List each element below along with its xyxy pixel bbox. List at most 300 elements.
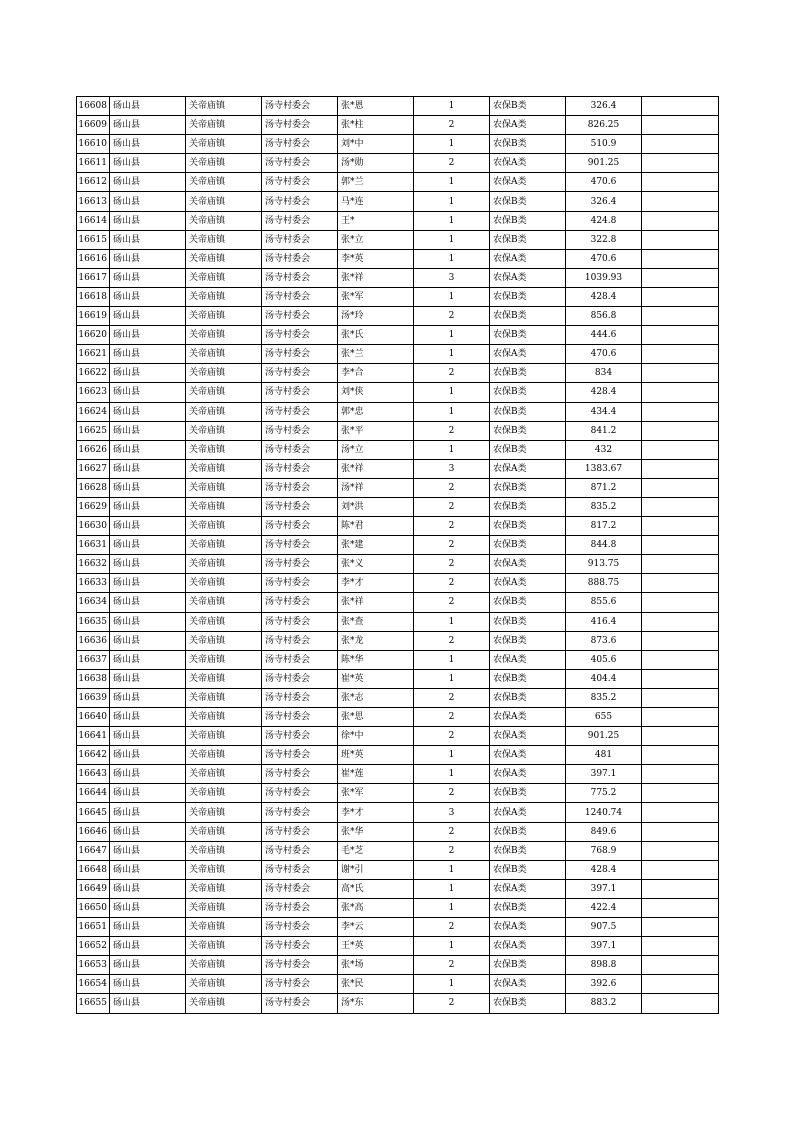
person-name-cell: 王* — [338, 211, 414, 230]
table-row — [77, 459, 719, 478]
note-cell — [642, 574, 719, 593]
amount-cell: 404.4 — [566, 669, 642, 688]
town-cell: 关帝庙镇 — [186, 307, 262, 326]
person-name-cell: 张*建 — [338, 536, 414, 555]
row-number-cell: 16635 — [77, 612, 110, 631]
county-cell: 砀山县 — [110, 688, 186, 707]
row-number-cell: 16649 — [77, 879, 110, 898]
village-committee-cell: 汤寺村委会 — [262, 784, 338, 803]
person-name-cell: 郭*兰 — [338, 173, 414, 192]
note-cell — [642, 631, 719, 650]
household-size-cell: 2 — [414, 497, 490, 516]
note-cell — [642, 497, 719, 516]
category-cell: 农保B类 — [490, 631, 566, 650]
person-name-cell: 刘*中 — [338, 135, 414, 154]
category-cell: 农保A类 — [490, 879, 566, 898]
amount-cell: 817.2 — [566, 517, 642, 536]
table-row — [77, 803, 719, 822]
note-cell — [642, 593, 719, 612]
note-cell — [642, 612, 719, 631]
household-size-cell: 1 — [414, 402, 490, 421]
table-row — [77, 326, 719, 345]
town-cell: 关帝庙镇 — [186, 517, 262, 536]
amount-cell: 913.75 — [566, 555, 642, 574]
county-cell: 砀山县 — [110, 612, 186, 631]
table-row — [77, 249, 719, 268]
amount-cell: 1039.93 — [566, 268, 642, 287]
village-committee-cell: 汤寺村委会 — [262, 688, 338, 707]
town-cell: 关帝庙镇 — [186, 746, 262, 765]
town-cell: 关帝庙镇 — [186, 879, 262, 898]
person-name-cell: 张*平 — [338, 421, 414, 440]
row-number-cell: 16639 — [77, 688, 110, 707]
note-cell — [642, 440, 719, 459]
county-cell: 砀山县 — [110, 822, 186, 841]
note-cell — [642, 326, 719, 345]
note-cell — [642, 746, 719, 765]
table-row — [77, 860, 719, 879]
person-name-cell: 徐*中 — [338, 727, 414, 746]
note-cell — [642, 211, 719, 230]
category-cell: 农保A类 — [490, 116, 566, 135]
row-number-cell: 16637 — [77, 650, 110, 669]
table-row — [77, 402, 719, 421]
household-size-cell: 1 — [414, 879, 490, 898]
note-cell — [642, 402, 719, 421]
table-row — [77, 536, 719, 555]
county-cell: 砀山县 — [110, 746, 186, 765]
category-cell: 农保B类 — [490, 994, 566, 1013]
amount-cell: 397.1 — [566, 937, 642, 956]
village-committee-cell: 汤寺村委会 — [262, 631, 338, 650]
note-cell — [642, 459, 719, 478]
town-cell: 关帝庙镇 — [186, 116, 262, 135]
town-cell: 关帝庙镇 — [186, 612, 262, 631]
row-number-cell: 16632 — [77, 555, 110, 574]
county-cell: 砀山县 — [110, 135, 186, 154]
town-cell: 关帝庙镇 — [186, 536, 262, 555]
note-cell — [642, 97, 719, 116]
village-committee-cell: 汤寺村委会 — [262, 402, 338, 421]
table-row — [77, 975, 719, 994]
town-cell: 关帝庙镇 — [186, 287, 262, 306]
town-cell: 关帝庙镇 — [186, 97, 262, 116]
table-row — [77, 669, 719, 688]
row-number-cell: 16612 — [77, 173, 110, 192]
row-number-cell: 16617 — [77, 268, 110, 287]
note-cell — [642, 860, 719, 879]
note-cell — [642, 268, 719, 287]
category-cell: 农保A类 — [490, 650, 566, 669]
village-committee-cell: 汤寺村委会 — [262, 326, 338, 345]
county-cell: 砀山县 — [110, 287, 186, 306]
category-cell: 农保A类 — [490, 765, 566, 784]
village-committee-cell: 汤寺村委会 — [262, 497, 338, 516]
county-cell: 砀山县 — [110, 555, 186, 574]
note-cell — [642, 841, 719, 860]
row-number-cell: 16621 — [77, 345, 110, 364]
amount-cell: 510.9 — [566, 135, 642, 154]
village-committee-cell: 汤寺村委会 — [262, 746, 338, 765]
table-row — [77, 307, 719, 326]
category-cell: 农保B类 — [490, 784, 566, 803]
town-cell: 关帝庙镇 — [186, 688, 262, 707]
note-cell — [642, 956, 719, 975]
note-cell — [642, 154, 719, 173]
county-cell: 砀山县 — [110, 841, 186, 860]
category-cell: 农保B类 — [490, 688, 566, 707]
amount-cell: 470.6 — [566, 249, 642, 268]
note-cell — [642, 287, 719, 306]
person-name-cell: 张*军 — [338, 287, 414, 306]
person-name-cell: 刘*洪 — [338, 497, 414, 516]
category-cell: 农保A类 — [490, 345, 566, 364]
note-cell — [642, 822, 719, 841]
town-cell: 关帝庙镇 — [186, 822, 262, 841]
household-size-cell: 1 — [414, 97, 490, 116]
table-row — [77, 345, 719, 364]
table-row — [77, 97, 719, 116]
table-row — [77, 440, 719, 459]
county-cell: 砀山县 — [110, 478, 186, 497]
village-committee-cell: 汤寺村委会 — [262, 517, 338, 536]
town-cell: 关帝庙镇 — [186, 956, 262, 975]
category-cell: 农保B类 — [490, 307, 566, 326]
note-cell — [642, 650, 719, 669]
table-row — [77, 555, 719, 574]
category-cell: 农保A类 — [490, 173, 566, 192]
village-committee-cell: 汤寺村委会 — [262, 612, 338, 631]
category-cell: 农保B类 — [490, 497, 566, 516]
note-cell — [642, 173, 719, 192]
village-committee-cell: 汤寺村委会 — [262, 421, 338, 440]
note-cell — [642, 727, 719, 746]
row-number-cell: 16626 — [77, 440, 110, 459]
person-name-cell: 谢*引 — [338, 860, 414, 879]
row-number-cell: 16616 — [77, 249, 110, 268]
town-cell: 关帝庙镇 — [186, 574, 262, 593]
household-size-cell: 1 — [414, 326, 490, 345]
county-cell: 砀山县 — [110, 574, 186, 593]
category-cell: 农保B类 — [490, 211, 566, 230]
row-number-cell: 16644 — [77, 784, 110, 803]
household-size-cell: 2 — [414, 478, 490, 497]
table-row — [77, 287, 719, 306]
amount-cell: 416.4 — [566, 612, 642, 631]
table-row — [77, 116, 719, 135]
town-cell: 关帝庙镇 — [186, 631, 262, 650]
town-cell: 关帝庙镇 — [186, 364, 262, 383]
row-number-cell: 16651 — [77, 918, 110, 937]
county-cell: 砀山县 — [110, 593, 186, 612]
table-row — [77, 765, 719, 784]
person-name-cell: 张*柱 — [338, 116, 414, 135]
county-cell: 砀山县 — [110, 421, 186, 440]
county-cell: 砀山县 — [110, 975, 186, 994]
amount-cell: 432 — [566, 440, 642, 459]
category-cell: 农保A类 — [490, 459, 566, 478]
household-size-cell: 2 — [414, 784, 490, 803]
town-cell: 关帝庙镇 — [186, 421, 262, 440]
note-cell — [642, 383, 719, 402]
row-number-cell: 16622 — [77, 364, 110, 383]
category-cell: 农保A类 — [490, 268, 566, 287]
table-row — [77, 898, 719, 917]
village-committee-cell: 汤寺村委会 — [262, 765, 338, 784]
county-cell: 砀山县 — [110, 898, 186, 917]
row-number-cell: 16608 — [77, 97, 110, 116]
household-size-cell: 1 — [414, 345, 490, 364]
county-cell: 砀山县 — [110, 860, 186, 879]
village-committee-cell: 汤寺村委会 — [262, 364, 338, 383]
category-cell: 农保B类 — [490, 956, 566, 975]
county-cell: 砀山县 — [110, 402, 186, 421]
amount-cell: 898.8 — [566, 956, 642, 975]
table-row — [77, 650, 719, 669]
county-cell: 砀山县 — [110, 669, 186, 688]
household-size-cell: 2 — [414, 307, 490, 326]
category-cell: 农保B类 — [490, 593, 566, 612]
amount-cell: 428.4 — [566, 383, 642, 402]
amount-cell: 470.6 — [566, 173, 642, 192]
table-row — [77, 918, 719, 937]
person-name-cell: 李*合 — [338, 364, 414, 383]
village-committee-cell: 汤寺村委会 — [262, 440, 338, 459]
village-committee-cell: 汤寺村委会 — [262, 307, 338, 326]
amount-cell: 826.25 — [566, 116, 642, 135]
household-size-cell: 1 — [414, 975, 490, 994]
person-name-cell: 张*祥 — [338, 268, 414, 287]
table-row — [77, 211, 719, 230]
county-cell: 砀山县 — [110, 708, 186, 727]
row-number-cell: 16618 — [77, 287, 110, 306]
county-cell: 砀山县 — [110, 727, 186, 746]
amount-cell: 422.4 — [566, 898, 642, 917]
household-size-cell: 2 — [414, 956, 490, 975]
person-name-cell: 李*英 — [338, 249, 414, 268]
village-committee-cell: 汤寺村委会 — [262, 841, 338, 860]
county-cell: 砀山县 — [110, 879, 186, 898]
village-committee-cell: 汤寺村委会 — [262, 860, 338, 879]
village-committee-cell: 汤寺村委会 — [262, 975, 338, 994]
household-size-cell: 2 — [414, 517, 490, 536]
category-cell: 农保B类 — [490, 841, 566, 860]
table-row — [77, 230, 719, 249]
county-cell: 砀山县 — [110, 307, 186, 326]
household-size-cell: 1 — [414, 135, 490, 154]
county-cell: 砀山县 — [110, 211, 186, 230]
amount-cell: 888.75 — [566, 574, 642, 593]
person-name-cell: 王*英 — [338, 937, 414, 956]
county-cell: 砀山县 — [110, 956, 186, 975]
county-cell: 砀山县 — [110, 631, 186, 650]
household-size-cell: 2 — [414, 994, 490, 1013]
village-committee-cell: 汤寺村委会 — [262, 898, 338, 917]
note-cell — [642, 135, 719, 154]
village-committee-cell: 汤寺村委会 — [262, 383, 338, 402]
note-cell — [642, 364, 719, 383]
row-number-cell: 16643 — [77, 765, 110, 784]
amount-cell: 424.8 — [566, 211, 642, 230]
household-size-cell: 2 — [414, 593, 490, 612]
category-cell: 农保B类 — [490, 860, 566, 879]
town-cell: 关帝庙镇 — [186, 268, 262, 287]
note-cell — [642, 879, 719, 898]
amount-cell: 444.6 — [566, 326, 642, 345]
amount-cell: 322.8 — [566, 230, 642, 249]
town-cell: 关帝庙镇 — [186, 555, 262, 574]
note-cell — [642, 688, 719, 707]
county-cell: 砀山县 — [110, 994, 186, 1013]
amount-cell: 901.25 — [566, 727, 642, 746]
category-cell: 农保A类 — [490, 154, 566, 173]
category-cell: 农保A类 — [490, 937, 566, 956]
table-row — [77, 841, 719, 860]
row-number-cell: 16653 — [77, 956, 110, 975]
amount-cell: 397.1 — [566, 765, 642, 784]
category-cell: 农保B类 — [490, 135, 566, 154]
town-cell: 关帝庙镇 — [186, 154, 262, 173]
category-cell: 农保B类 — [490, 287, 566, 306]
village-committee-cell: 汤寺村委会 — [262, 937, 338, 956]
town-cell: 关帝庙镇 — [186, 784, 262, 803]
category-cell: 农保B类 — [490, 192, 566, 211]
person-name-cell: 马*连 — [338, 192, 414, 211]
person-name-cell: 张*龙 — [338, 631, 414, 650]
town-cell: 关帝庙镇 — [186, 975, 262, 994]
amount-cell: 405.6 — [566, 650, 642, 669]
village-committee-cell: 汤寺村委会 — [262, 918, 338, 937]
amount-cell: 470.6 — [566, 345, 642, 364]
village-committee-cell: 汤寺村委会 — [262, 211, 338, 230]
person-name-cell: 崔*英 — [338, 669, 414, 688]
row-number-cell: 16634 — [77, 593, 110, 612]
table-row — [77, 994, 719, 1013]
amount-cell: 392.6 — [566, 975, 642, 994]
person-name-cell: 张*祥 — [338, 593, 414, 612]
town-cell: 关帝庙镇 — [186, 440, 262, 459]
table-row — [77, 937, 719, 956]
row-number-cell: 16646 — [77, 822, 110, 841]
row-number-cell: 16650 — [77, 898, 110, 917]
person-name-cell: 张*高 — [338, 898, 414, 917]
person-name-cell: 陈*君 — [338, 517, 414, 536]
village-committee-cell: 汤寺村委会 — [262, 593, 338, 612]
village-committee-cell: 汤寺村委会 — [262, 994, 338, 1013]
note-cell — [642, 994, 719, 1013]
person-name-cell: 张*场 — [338, 956, 414, 975]
note-cell — [642, 307, 719, 326]
amount-cell: 481 — [566, 746, 642, 765]
note-cell — [642, 669, 719, 688]
village-committee-cell: 汤寺村委会 — [262, 669, 338, 688]
row-number-cell: 16642 — [77, 746, 110, 765]
category-cell: 农保A类 — [490, 803, 566, 822]
note-cell — [642, 708, 719, 727]
table-row — [77, 631, 719, 650]
note-cell — [642, 116, 719, 135]
person-name-cell: 汤*玲 — [338, 307, 414, 326]
table-row — [77, 574, 719, 593]
village-committee-cell: 汤寺村委会 — [262, 97, 338, 116]
category-cell: 农保B类 — [490, 612, 566, 631]
note-cell — [642, 249, 719, 268]
household-size-cell: 2 — [414, 574, 490, 593]
amount-cell: 873.6 — [566, 631, 642, 650]
county-cell: 砀山县 — [110, 383, 186, 402]
person-name-cell: 郭*忠 — [338, 402, 414, 421]
note-cell — [642, 517, 719, 536]
village-committee-cell: 汤寺村委会 — [262, 478, 338, 497]
note-cell — [642, 421, 719, 440]
row-number-cell: 16654 — [77, 975, 110, 994]
row-number-cell: 16620 — [77, 326, 110, 345]
county-cell: 砀山县 — [110, 459, 186, 478]
town-cell: 关帝庙镇 — [186, 860, 262, 879]
category-cell: 农保B类 — [490, 421, 566, 440]
row-number-cell: 16645 — [77, 803, 110, 822]
row-number-cell: 16615 — [77, 230, 110, 249]
town-cell: 关帝庙镇 — [186, 669, 262, 688]
town-cell: 关帝庙镇 — [186, 650, 262, 669]
row-number-cell: 16636 — [77, 631, 110, 650]
town-cell: 关帝庙镇 — [186, 497, 262, 516]
amount-cell: 834 — [566, 364, 642, 383]
household-size-cell: 1 — [414, 937, 490, 956]
row-number-cell: 16647 — [77, 841, 110, 860]
county-cell: 砀山县 — [110, 230, 186, 249]
household-size-cell: 1 — [414, 669, 490, 688]
person-name-cell: 张*华 — [338, 822, 414, 841]
village-committee-cell: 汤寺村委会 — [262, 650, 338, 669]
county-cell: 砀山县 — [110, 249, 186, 268]
household-size-cell: 1 — [414, 287, 490, 306]
town-cell: 关帝庙镇 — [186, 192, 262, 211]
person-name-cell: 汤*祥 — [338, 478, 414, 497]
table-row — [77, 593, 719, 612]
category-cell: 农保B类 — [490, 517, 566, 536]
household-size-cell: 2 — [414, 536, 490, 555]
village-committee-cell: 汤寺村委会 — [262, 459, 338, 478]
amount-cell: 1240.74 — [566, 803, 642, 822]
person-name-cell: 张*思 — [338, 708, 414, 727]
county-cell: 砀山县 — [110, 173, 186, 192]
person-name-cell: 张*恩 — [338, 97, 414, 116]
row-number-cell: 16611 — [77, 154, 110, 173]
table-row — [77, 135, 719, 154]
table-row — [77, 879, 719, 898]
table-row — [77, 822, 719, 841]
county-cell: 砀山县 — [110, 192, 186, 211]
village-committee-cell: 汤寺村委会 — [262, 192, 338, 211]
village-committee-cell: 汤寺村委会 — [262, 708, 338, 727]
town-cell: 关帝庙镇 — [186, 593, 262, 612]
category-cell: 农保B类 — [490, 230, 566, 249]
village-committee-cell: 汤寺村委会 — [262, 287, 338, 306]
county-cell: 砀山县 — [110, 497, 186, 516]
category-cell: 农保B类 — [490, 898, 566, 917]
amount-cell: 883.2 — [566, 994, 642, 1013]
person-name-cell: 高*氏 — [338, 879, 414, 898]
row-number-cell: 16629 — [77, 497, 110, 516]
county-cell: 砀山县 — [110, 650, 186, 669]
county-cell: 砀山县 — [110, 345, 186, 364]
row-number-cell: 16631 — [77, 536, 110, 555]
category-cell: 农保A类 — [490, 574, 566, 593]
amount-cell: 907.5 — [566, 918, 642, 937]
table-row — [77, 688, 719, 707]
category-cell: 农保B类 — [490, 383, 566, 402]
